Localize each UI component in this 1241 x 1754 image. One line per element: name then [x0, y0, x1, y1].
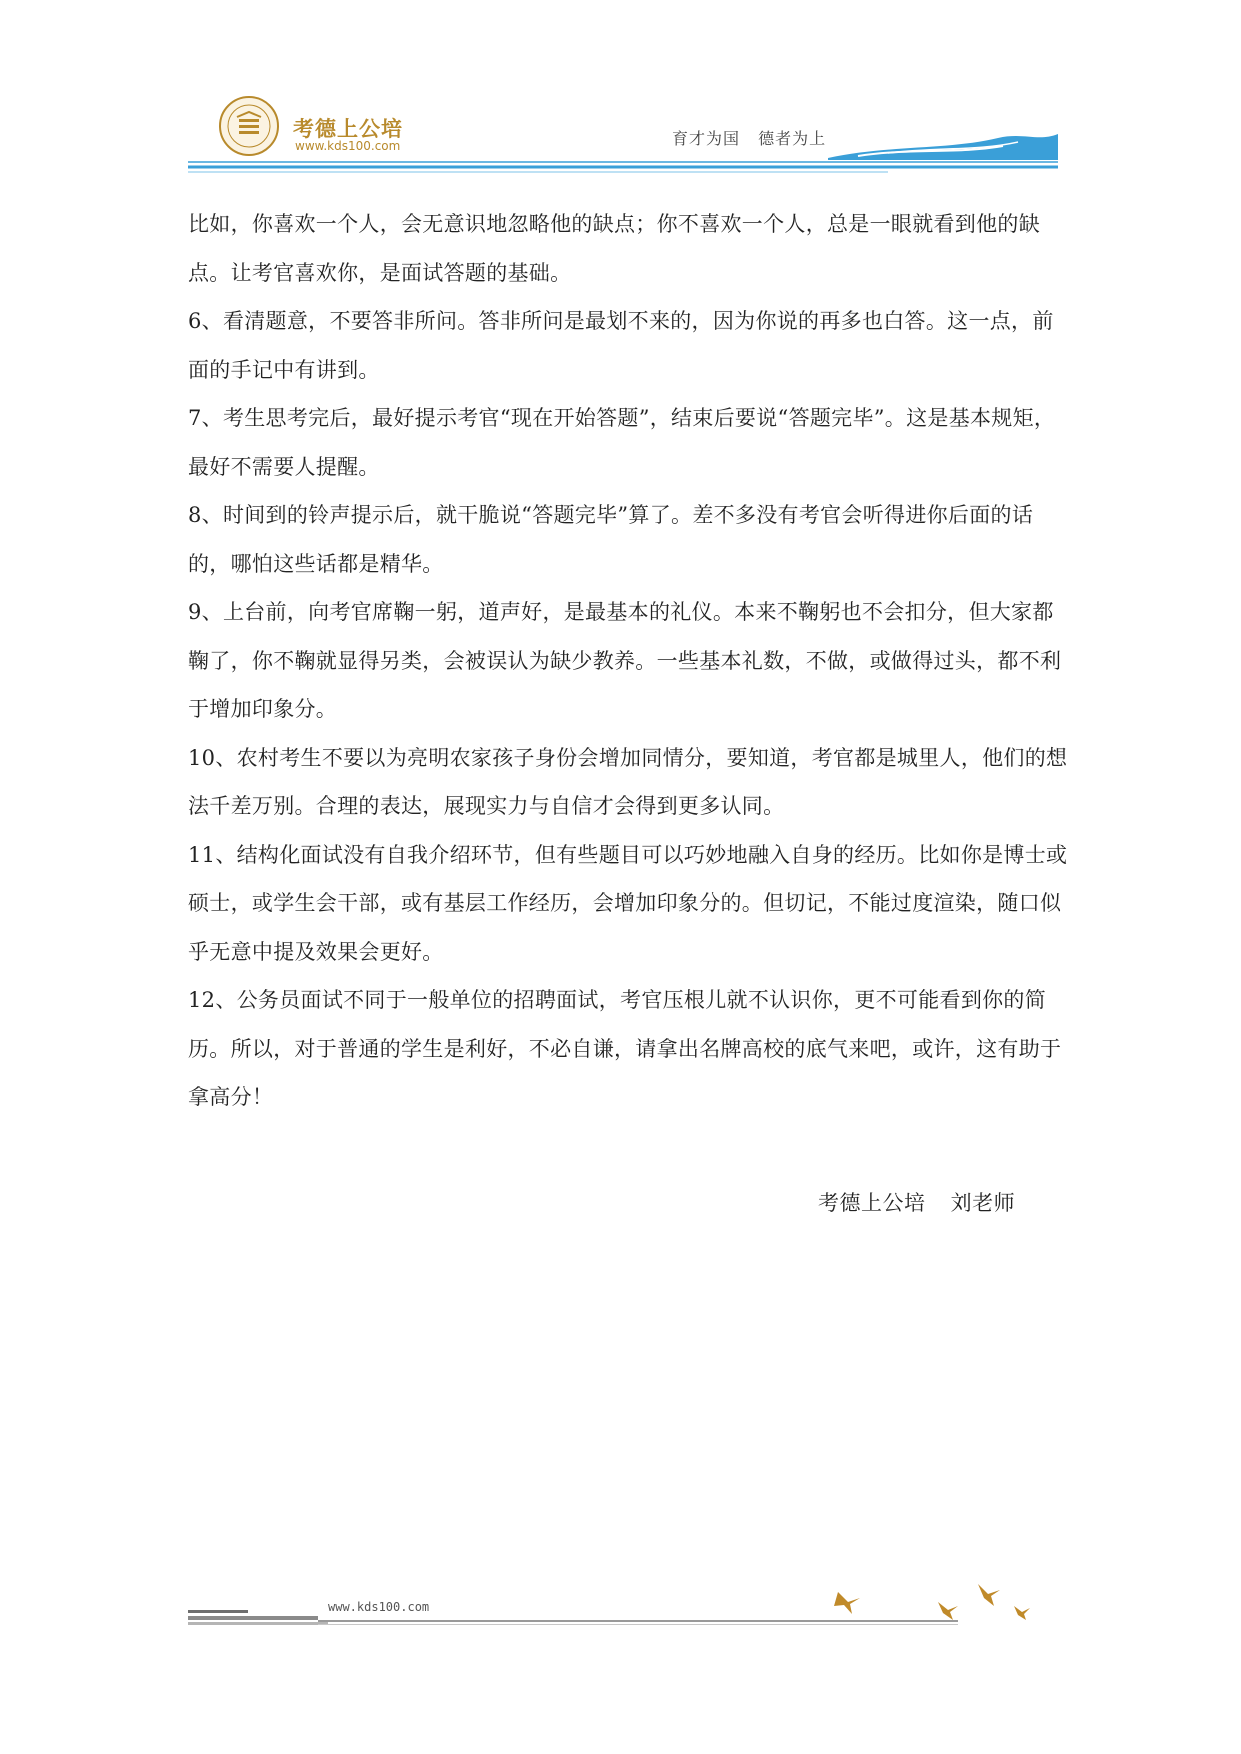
- page-header: [0, 0, 1241, 185]
- brand-name: 考德上公培: [293, 116, 403, 141]
- paragraph: 9、上台前，向考官席鞠一躬，道声好，是最基本的礼仪。本来不鞠躬也不会扣分，但大家都鞠了，你不鞠就显得另类，会被误认为缺少教养。一些基本礼数，不做，或做得过头，都不利于增加印象分。: [188, 600, 1062, 721]
- paragraph: 10、农村考生不要以为亮明农家孩子身份会增加同情分，要知道，考官都是城里人，他们的想法千差万别。合理的表达，展现实力与自信才会得到更多认同。: [188, 745, 1068, 818]
- header-wave-decoration: [188, 120, 1058, 185]
- article-body: [188, 200, 1068, 1122]
- flying-birds-icon: [834, 1584, 1030, 1620]
- paragraph: 8、时间到的铃声提示后，就干脆说“答题完毕”算了。差不多没有考官会听得进你后面的话的，哪怕这些话都是精华。: [188, 503, 1034, 576]
- footer-url: www.kds100.com: [328, 1600, 430, 1614]
- signature: 考德上公培 刘老师: [818, 1191, 1016, 1215]
- paragraph: 比如，你喜欢一个人，会无意识地忽略他的缺点；你不喜欢一个人，总是一眼就看到他的缺点。让考官喜欢你，是面试答题的基础。: [188, 212, 1040, 285]
- footer-decoration: [188, 1580, 1058, 1640]
- header-slogan: 育才为国 德者为上: [672, 129, 827, 148]
- paragraph: 11、结构化面试没有自我介绍环节，但有些题目可以巧妙地融入自身的经历。比如你是博士或硕士，或学生会干部，或有基层工作经历，会增加印象分的。但切记，不能过度渲染，随口似乎无意中提及效果会更好。: [188, 842, 1068, 964]
- brand-url: www.kds100.com: [295, 139, 401, 153]
- paragraph: 6、看清题意，不要答非所问。答非所问是最划不来的，因为你说的再多也白答。这一点，前面的手记中有讲到。: [188, 309, 1054, 382]
- paragraph: 7、考生思考完后，最好提示考官“现在开始答题”，结束后要说“答题完毕”。这是基本规矩，最好不需要人提醒。: [188, 406, 1056, 479]
- paragraph: 12、公务员面试不同于一般单位的招聘面试，考官压根儿就不认识你，更不可能看到你的简历。所以，对于普通的学生是利好，不必自谦，请拿出名牌高校的底气来吧，或许，这有助于拿高分！: [188, 988, 1062, 1109]
